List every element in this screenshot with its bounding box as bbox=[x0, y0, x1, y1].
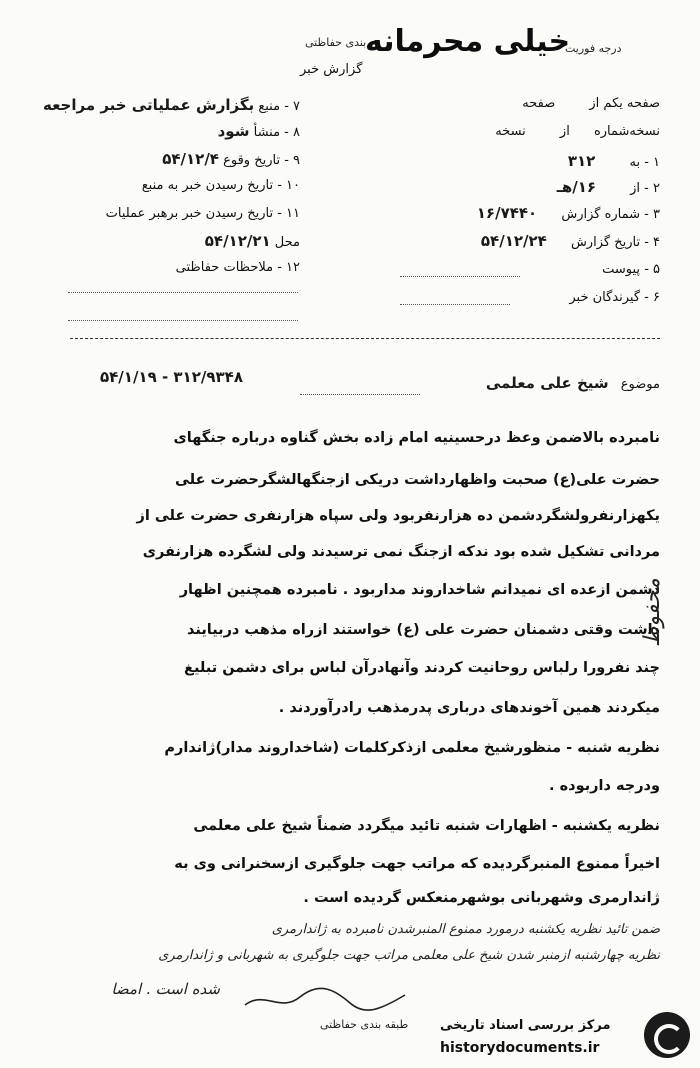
footer-classification: طبقه بندی حفاظتی bbox=[320, 1018, 409, 1031]
right-field-page bbox=[522, 96, 660, 111]
left-field-location bbox=[205, 232, 300, 250]
field-value: ۱۶/هـ bbox=[556, 178, 597, 196]
field-label: ۲ - از bbox=[630, 181, 660, 196]
field-label: ۴ - تاریخ گزارش bbox=[570, 235, 660, 250]
watermark-name: مرکز بررسی اسناد تاریخی bbox=[440, 1018, 611, 1033]
subject-value: شیخ علی معلمی bbox=[485, 374, 609, 392]
body-line-1: نامبرده بالاضمن وعظ درحسینیه امام زاده بخش گناوه درباره جنگهای bbox=[173, 430, 660, 446]
field-label: ۸ - منشأ bbox=[253, 125, 300, 140]
right-field-to bbox=[568, 152, 660, 170]
handwritten-note-1: ضمن تائید نظریه یکشنبه درمورد ممنوع المنبرشدن نامبرده به ژاندارمری bbox=[271, 922, 660, 937]
reference-number: ۵۴/۱/۱۹ - ۳۱۲/۹۳۴۸ bbox=[100, 368, 243, 386]
left-field-source bbox=[43, 96, 300, 114]
field-suffix: صفحه bbox=[522, 96, 556, 111]
right-field-attachment bbox=[602, 262, 660, 277]
field-label: ۶ - گیرندگان خبر bbox=[569, 290, 660, 305]
field-label: ۹ - تاریخ وقوع bbox=[223, 153, 300, 168]
field-label: محل bbox=[274, 235, 300, 250]
field-label: صفحه یکم از bbox=[589, 96, 660, 111]
body-line-8: میکردند همین آخوندهای درباری پدرمذهب رادرآوردند . bbox=[278, 700, 660, 716]
body-line-2: حضرت علی(ع) صحبت واظهارداشت دریکی ازجنگهالشگرحضرت علی bbox=[175, 472, 660, 488]
priority-label: درجه فوریت bbox=[565, 42, 622, 55]
right-field-report-date bbox=[481, 232, 660, 250]
body-line-13: ژاندارمری وشهربانی بوشهرمنعکس گردیده است . bbox=[303, 890, 660, 906]
field-value: ۵۴/۱۲/۲۴ bbox=[480, 232, 547, 250]
body-line-3: یکهزارنفرولشگردشمن ده هزارنفربود ولی سپاه هزارنفری حضرت علی از bbox=[136, 508, 660, 524]
margin-handwritten-note: محفوظ bbox=[639, 578, 665, 647]
handwritten-note-3: شده است . امضا bbox=[111, 980, 220, 998]
field-label: نسخه‌شماره bbox=[593, 124, 660, 139]
field-value: ۵۴/۱۲/۴ bbox=[162, 150, 219, 168]
body-line-10: ودرجه داربوده . bbox=[549, 778, 660, 794]
subject-line bbox=[486, 374, 660, 392]
dotted-line bbox=[400, 276, 520, 277]
report-type: گزارش خبر bbox=[300, 62, 363, 77]
body-line-12: اخیراً ممنوع المنبرگردیده که مراتب جهت جلوگیری ازسخنرانی وی به bbox=[174, 856, 660, 872]
signature-scribble bbox=[240, 985, 410, 1015]
field-label: ۱۰ - تاریخ رسیدن خبر به منبع bbox=[141, 178, 300, 193]
field-value: از bbox=[559, 124, 570, 139]
field-label: ۱۲ - ملاحظات حفاظتی bbox=[175, 260, 300, 275]
field-label: ۷ - منبع bbox=[258, 99, 300, 114]
handwritten-note-2: نظریه چهارشنبه ازمنبر شدن شیخ علی معلمی مراتب جهت جلوگیری به شهربانی و ژاندارمری bbox=[158, 948, 660, 963]
dotted-line bbox=[300, 394, 420, 395]
body-line-5: دشمن ازعده ای نمیدانم شاخداروند مداربود . نامبرده همچنین اظهار bbox=[179, 582, 660, 598]
body-line-9: نظریه شنبه - منظورشیخ معلمی ازذکرکلمات (شاخداروند مدار)ژاندارم bbox=[164, 740, 660, 756]
left-field-date-leader bbox=[106, 206, 300, 221]
left-field-date-occurred bbox=[162, 150, 300, 168]
field-value: ۳۱۲ bbox=[567, 152, 596, 170]
dotted-line bbox=[400, 304, 510, 305]
classification-stamp: خیلی محرمانه bbox=[365, 24, 571, 59]
body-line-4: مردانی تشکیل شده بود ندکه ازجنگ نمی ترسیدند ولی لشگرده هزارنفری bbox=[142, 544, 660, 560]
left-field-date-source bbox=[142, 178, 300, 193]
right-field-from bbox=[557, 178, 660, 196]
field-label: ۵ - پیوست bbox=[602, 262, 660, 277]
dotted-line bbox=[68, 292, 298, 293]
body-line-7: چند نفرورا رلباس روحانیت کردند وآنهادرآن لباس برای دشمن تبلیغ bbox=[184, 660, 660, 676]
field-value: ۵۴/۱۲/۲۱ bbox=[204, 232, 271, 250]
dotted-line bbox=[68, 320, 298, 321]
watermark-url: historydocuments.ir bbox=[440, 1040, 600, 1056]
field-value: شود bbox=[217, 122, 250, 140]
field-value: ۱۶/۷۴۴۰ bbox=[476, 204, 538, 222]
left-field-security-notes bbox=[176, 260, 300, 275]
right-field-copy bbox=[495, 124, 660, 139]
body-line-6: داشت وقتی دشمنان حضرت علی (ع) خواستند ازراه مذهب دربیایند bbox=[187, 622, 660, 638]
field-suffix: نسخه bbox=[495, 124, 526, 139]
separator-line bbox=[70, 338, 660, 339]
subject-label: موضوع bbox=[620, 377, 660, 392]
field-label: ۳ - شماره گزارش bbox=[561, 207, 660, 222]
right-field-report-number bbox=[477, 204, 660, 222]
right-field-recipients bbox=[569, 290, 660, 305]
left-field-origin bbox=[218, 122, 300, 140]
field-value: بگزارش عملیاتی خبر مراجعه bbox=[42, 96, 255, 114]
field-label: ۱ - به bbox=[629, 155, 660, 170]
body-line-11: نظریه یکشنبه - اظهارات شنبه تائید میگردد ضمناً شیخ علی معلمی bbox=[193, 818, 660, 834]
field-label: ۱۱ - تاریخ رسیدن خبر برهبر عملیات bbox=[105, 206, 300, 221]
report-type-prefix: بندی حفاظتی bbox=[305, 36, 367, 49]
watermark-logo-icon bbox=[644, 1012, 690, 1058]
